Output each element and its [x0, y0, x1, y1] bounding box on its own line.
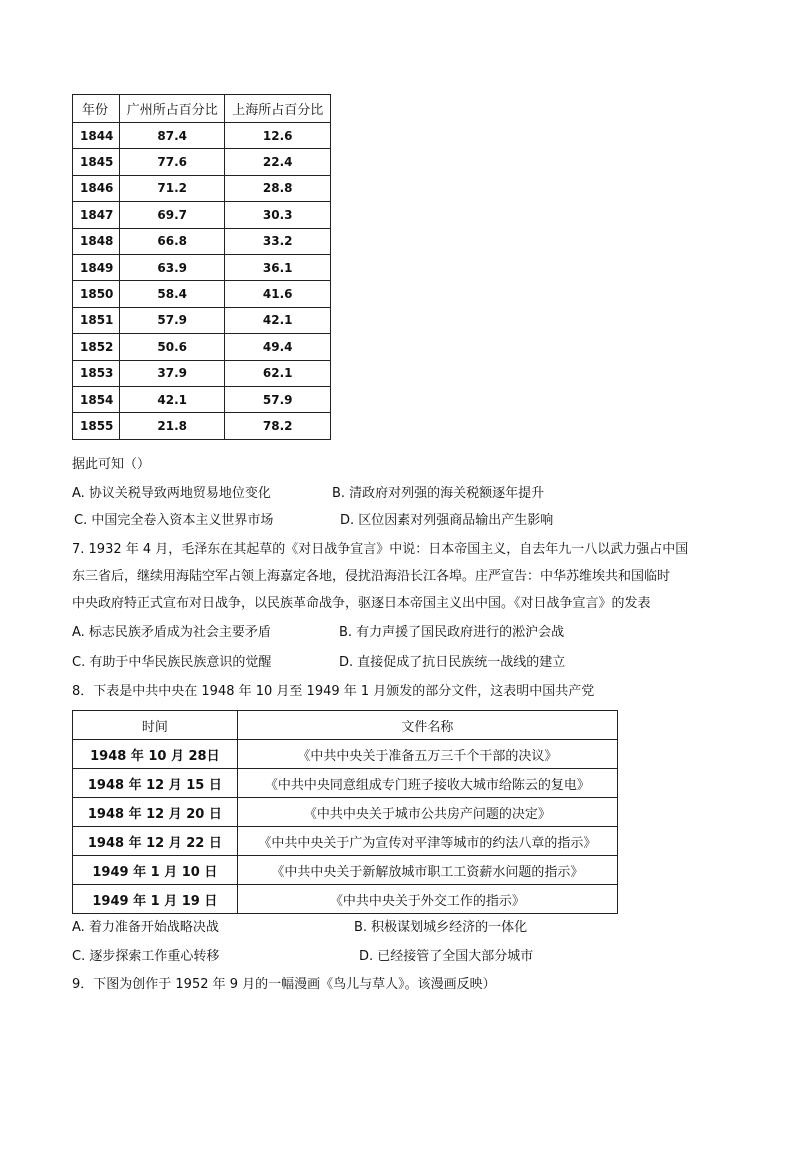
guangzhou-cell: 63.9	[119, 254, 225, 280]
q8-option-a[interactable]: A. 着力准备开始战略决战	[72, 920, 219, 935]
shanghai-cell: 57.9	[225, 386, 331, 412]
table-row	[73, 307, 331, 333]
shanghai-cell: 49.4	[225, 334, 331, 360]
shanghai-cell: 36.1	[225, 254, 331, 280]
year-cell: 1854	[73, 386, 120, 412]
document-cell: 《中共中央关于准备五万三千个干部的决议》	[237, 740, 617, 769]
table-row	[73, 798, 618, 827]
q6-option-c[interactable]: C. 中国完全卷入资本主义世界市场	[74, 513, 274, 528]
guangzhou-cell: 58.4	[119, 281, 225, 307]
shanghai-cell: 41.6	[225, 281, 331, 307]
table-row	[73, 885, 618, 914]
table-row	[73, 360, 331, 386]
guangzhou-cell: 66.8	[119, 228, 225, 254]
guangzhou-cell: 50.6	[119, 334, 225, 360]
year-cell: 1851	[73, 307, 120, 333]
shanghai-cell: 28.8	[225, 175, 331, 201]
guangzhou-cell: 42.1	[119, 386, 225, 412]
q8-stem: 8．下表是中共中央在 1948 年 10 月至 1949 年 1 月颁发的部分文件，这表明中国共产党	[72, 684, 595, 699]
date-cell: 1949 年 1 月 10 日	[73, 856, 238, 885]
date-cell: 1948 年 12 月 22 日	[73, 827, 238, 856]
column-header: 广州所占百分比	[119, 95, 225, 123]
q9-stem: 9．下图为创作于 1952 年 9 月的一幅漫画《鸟儿与草人》。该漫画反映）	[72, 977, 496, 992]
shanghai-cell: 42.1	[225, 307, 331, 333]
table-header-row	[73, 95, 331, 123]
column-header: 时间	[73, 711, 238, 740]
q7-stem-line-3: 中央政府特正式宣布对日战争，以民族革命战争，驱逐日本帝国主义出中国。《对日战争宣言》的发表	[72, 596, 651, 611]
q7-option-d[interactable]: D. 直接促成了抗日民族统一战线的建立	[339, 655, 566, 670]
table-row	[73, 281, 331, 307]
column-header: 文件名称	[237, 711, 617, 740]
table-row	[73, 254, 331, 280]
table-row	[73, 149, 331, 175]
guangzhou-cell: 69.7	[119, 202, 225, 228]
date-cell: 1948 年 12 月 15 日	[73, 769, 238, 798]
date-cell: 1949 年 1 月 19 日	[73, 885, 238, 914]
table-row	[73, 740, 618, 769]
year-cell: 1853	[73, 360, 120, 386]
table-row	[73, 769, 618, 798]
documents-table	[72, 710, 618, 914]
year-cell: 1852	[73, 334, 120, 360]
shanghai-cell: 62.1	[225, 360, 331, 386]
guangzhou-cell: 71.2	[119, 175, 225, 201]
table-row	[73, 334, 331, 360]
document-cell: 《中共中央关于城市公共房产问题的决定》	[237, 798, 617, 827]
year-cell: 1845	[73, 149, 120, 175]
shanghai-cell: 12.6	[225, 123, 331, 149]
year-cell: 1847	[73, 202, 120, 228]
guangzhou-cell: 87.4	[119, 123, 225, 149]
table-row	[73, 123, 331, 149]
table-header-row	[73, 711, 618, 740]
shanghai-cell: 78.2	[225, 413, 331, 439]
q7-option-a[interactable]: A. 标志民族矛盾成为社会主要矛盾	[72, 625, 271, 640]
q8-option-c[interactable]: C. 逐步探索工作重心转移	[72, 949, 220, 964]
shanghai-cell: 30.3	[225, 202, 331, 228]
q6-stem: 据此可知（）	[72, 457, 151, 472]
year-cell: 1855	[73, 413, 120, 439]
table-row	[73, 228, 331, 254]
date-cell: 1948 年 12 月 20 日	[73, 798, 238, 827]
year-cell: 1849	[73, 254, 120, 280]
table-row	[73, 202, 331, 228]
q7-option-c[interactable]: C. 有助于中华民族民族意识的觉醒	[72, 655, 272, 670]
trade-share-table	[72, 94, 331, 440]
document-cell: 《中共中央关于新解放城市职工工资薪水问题的指示》	[237, 856, 617, 885]
year-cell: 1850	[73, 281, 120, 307]
date-cell: 1948 年 10 月 28日	[73, 740, 238, 769]
q6-option-a[interactable]: A. 协议关税导致两地贸易地位变化	[72, 486, 271, 501]
table-row	[73, 386, 331, 412]
table-row	[73, 827, 618, 856]
q7-option-b[interactable]: B. 有力声援了国民政府进行的淞沪会战	[339, 625, 565, 640]
shanghai-cell: 22.4	[225, 149, 331, 175]
guangzhou-cell: 21.8	[119, 413, 225, 439]
guangzhou-cell: 57.9	[119, 307, 225, 333]
table-row	[73, 175, 331, 201]
q7-stem-line-1: 7. 1932 年 4 月，毛泽东在其起草的《对日战争宣言》中说：日本帝国主义，自去年九一八以武力强占中国	[72, 542, 689, 557]
document-cell: 《中共中央同意组成专门班子接收大城市给陈云的复电》	[237, 769, 617, 798]
document-cell: 《中共中央关于外交工作的指示》	[237, 885, 617, 914]
document-cell: 《中共中央关于广为宣传对平津等城市的约法八章的指示》	[237, 827, 617, 856]
q6-option-d[interactable]: D. 区位因素对列强商品输出产生影响	[340, 513, 554, 528]
q7-stem-line-2: 东三省后，继续用海陆空军占领上海嘉定各地，侵扰沿海沿长江各埠。庄严宣告：中华苏维埃共和国临时	[72, 569, 671, 584]
column-header: 年份	[73, 95, 120, 123]
q8-option-b[interactable]: B. 积极谋划城乡经济的一体化	[354, 920, 528, 935]
year-cell: 1846	[73, 175, 120, 201]
guangzhou-cell: 37.9	[119, 360, 225, 386]
column-header: 上海所占百分比	[225, 95, 331, 123]
q8-option-d[interactable]: D. 已经接管了全国大部分城市	[359, 949, 534, 964]
guangzhou-cell: 77.6	[119, 149, 225, 175]
shanghai-cell: 33.2	[225, 228, 331, 254]
year-cell: 1844	[73, 123, 120, 149]
table-row	[73, 413, 331, 439]
year-cell: 1848	[73, 228, 120, 254]
q6-option-b[interactable]: B. 清政府对列强的海关税额逐年提升	[332, 486, 545, 501]
table-row	[73, 856, 618, 885]
